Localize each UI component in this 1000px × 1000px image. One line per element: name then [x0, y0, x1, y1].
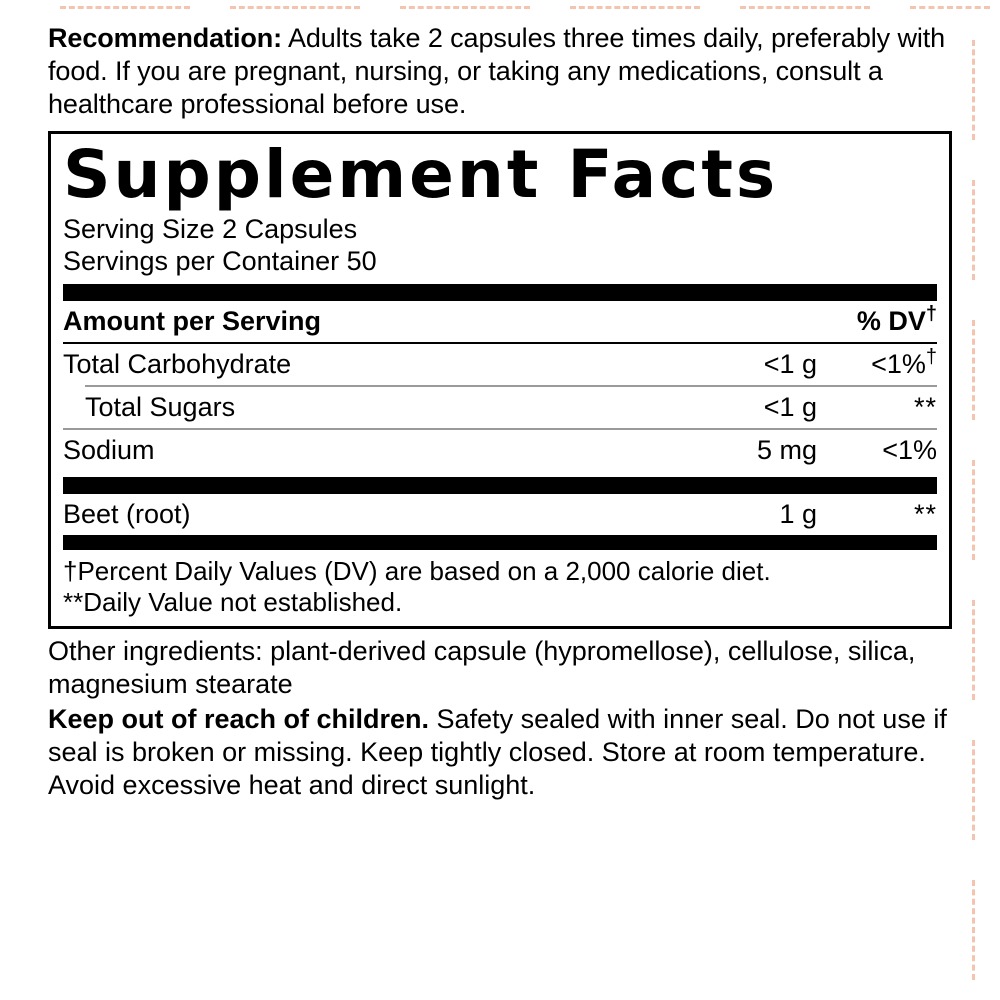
- ingredient-dv-beet-root: **: [913, 498, 937, 529]
- ingredient-name-beet-root: Beet (root): [63, 498, 191, 529]
- nutrition-table-header: [63, 301, 937, 342]
- warning-text: Safety sealed with inner seal. Do not use if seal is broken or missing. Keep tightly closed. Store at room temperature. Avoid excessive heat and direct sunlight.: [48, 703, 947, 800]
- divider-thick-bottom: [63, 535, 937, 550]
- supplement-facts-panel: [48, 131, 952, 629]
- nutrient-rows-2: [63, 387, 937, 428]
- divider-thick-middle: [63, 477, 937, 494]
- nutrient-dv-sodium: <1%: [882, 434, 937, 465]
- recommendation-text: Adults take 2 capsules three times daily, preferably with food. If you are pregnant, nursing, or taking any medications, consult a healthcare professional before use.: [48, 23, 946, 119]
- table-row: [63, 344, 937, 385]
- recommendation-label: Recommendation:: [48, 23, 283, 53]
- amount-column-spacer: [627, 301, 817, 342]
- nutrient-amount-sodium: 5 mg: [756, 434, 817, 465]
- warning-label: Keep out of reach of children.: [48, 703, 430, 734]
- table-row: [63, 494, 937, 535]
- nutrient-name-total-sugars: Total Sugars: [85, 391, 236, 422]
- proprietary-rows: [63, 494, 937, 535]
- servings-per-container: Servings per Container 50: [63, 245, 377, 276]
- percent-dv-label: % DV†: [856, 302, 937, 336]
- recommendation-paragraph: [48, 22, 952, 121]
- serving-size: Serving Size 2 Capsules: [63, 213, 358, 244]
- dv-dagger: †: [925, 302, 937, 325]
- nutrient-dv-total-carbohydrate: <1%†: [871, 345, 937, 379]
- nutrition-table: [63, 301, 937, 342]
- nutrient-name-total-carbohydrate: Total Carbohydrate: [63, 348, 292, 379]
- table-row: [63, 387, 937, 428]
- footnote-not-established: **Daily Value not established.: [63, 586, 403, 617]
- label-footer: [48, 635, 952, 802]
- nutrient-rows: [63, 344, 937, 385]
- ingredient-amount-beet-root: 1 g: [779, 498, 817, 529]
- amount-per-serving-label: Amount per Serving: [63, 305, 322, 336]
- supplement-facts-title: Supplement Facts: [63, 135, 779, 213]
- nutrient-dv-total-sugars: **: [913, 391, 937, 422]
- nutrient-name-sodium: Sodium: [63, 434, 155, 465]
- divider-thick-top: [63, 284, 937, 301]
- nutrient-amount-total-sugars: <1 g: [763, 391, 817, 422]
- nutrient-amount-total-carbohydrate: <1 g: [763, 348, 817, 379]
- nutrient-rows-3: [63, 430, 937, 471]
- other-ingredients: Other ingredients: plant-derived capsule (hypromellose), cellulose, silica, magnesium stearate: [48, 635, 916, 699]
- table-row: [63, 430, 937, 471]
- warning-paragraph: [48, 703, 952, 802]
- footnote-daily-value: †Percent Daily Values (DV) are based on a 2,000 calorie diet.: [63, 555, 771, 586]
